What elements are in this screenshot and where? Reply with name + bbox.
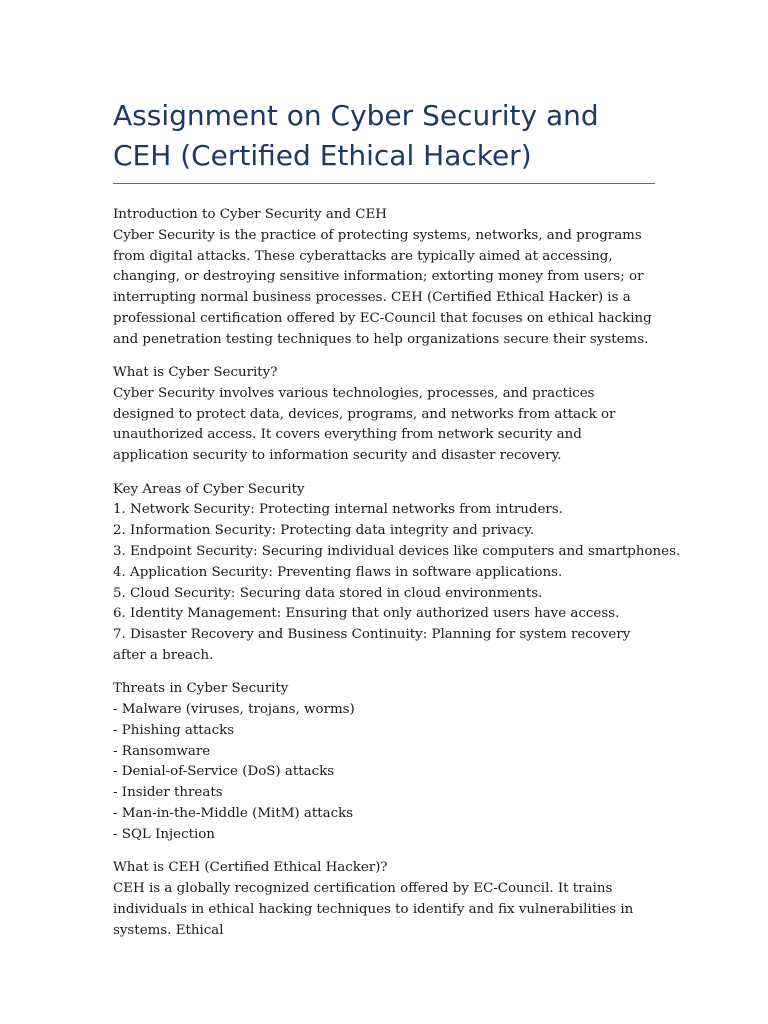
section-heading: What is Cyber Security?	[113, 365, 278, 381]
section-heading: Threats in Cyber Security	[113, 681, 289, 697]
section-what-is-ceh	[113, 858, 655, 941]
list-item: - Denial-of-Service (DoS) attacks	[113, 764, 335, 780]
list-item: 6. Identity Management: Ensuring that only authorized users have access.	[113, 606, 620, 622]
section-paragraph: CEH is a globally recognized certification offered by EC-Council. It trains individuals in ethical hacking techniques to identify and fix vulnerabilities in systems. Ethical	[113, 880, 634, 938]
list-item: - Insider threats	[113, 785, 223, 801]
section-heading: Introduction to Cyber Security and CEH	[113, 207, 387, 222]
section-what-is-cyber-security	[113, 363, 655, 467]
list-item: 4. Application Security: Preventing flaws in software applications.	[113, 564, 563, 580]
list-item: 1. Network Security: Protecting internal networks from intruders.	[113, 502, 563, 518]
section-threats	[113, 679, 655, 845]
list-item: - Phishing attacks	[113, 722, 235, 738]
document-content	[113, 205, 681, 941]
section-heading: What is CEH (Certified Ethical Hacker)?	[113, 860, 388, 876]
list-item: 2. Information Security: Protecting data integrity and privacy.	[113, 523, 535, 539]
list-item: - Malware (viruses, trojans, worms)	[113, 702, 355, 718]
section-paragraph: Cyber Security involves various technologies, processes, and practices designed to protect data, devices, programs, and networks from attack or unauthorized access. It covers everything from network security and application security to information security and disaster recovery.	[113, 385, 616, 464]
section-introduction	[113, 205, 655, 351]
list-item: 7. Disaster Recovery and Business Continuity: Planning for system recovery after a breach.	[113, 627, 631, 663]
list-item: - SQL Injection	[113, 826, 215, 842]
list-item: 3. Endpoint Security: Securing individual devices like computers and smartphones.	[113, 543, 681, 559]
section-paragraph: Cyber Security is the practice of protecting systems, networks, and programs from digital attacks. These cyberattacks are typically aimed at accessing, changing, or destroying sensitive information; extorting money from users; or interrupting normal business processes. CEH (Certified Ethical Hacker) is a professional certification offered by EC-Council that focuses on ethical hacking and penetration testing techniques to help organizations secure their systems.	[113, 227, 652, 347]
list-item: - Ransomware	[113, 743, 211, 759]
document-body	[113, 96, 681, 954]
section-heading: Key Areas of Cyber Security	[113, 481, 305, 497]
document-title: Assignment on Cyber Security and CEH (Certified Ethical Hacker)	[113, 96, 655, 184]
list-item: - Man-in-the-Middle (MitM) attacks	[113, 806, 354, 822]
list-item: 5. Cloud Security: Securing data stored in cloud environments.	[113, 585, 543, 601]
section-key-areas	[113, 480, 681, 667]
